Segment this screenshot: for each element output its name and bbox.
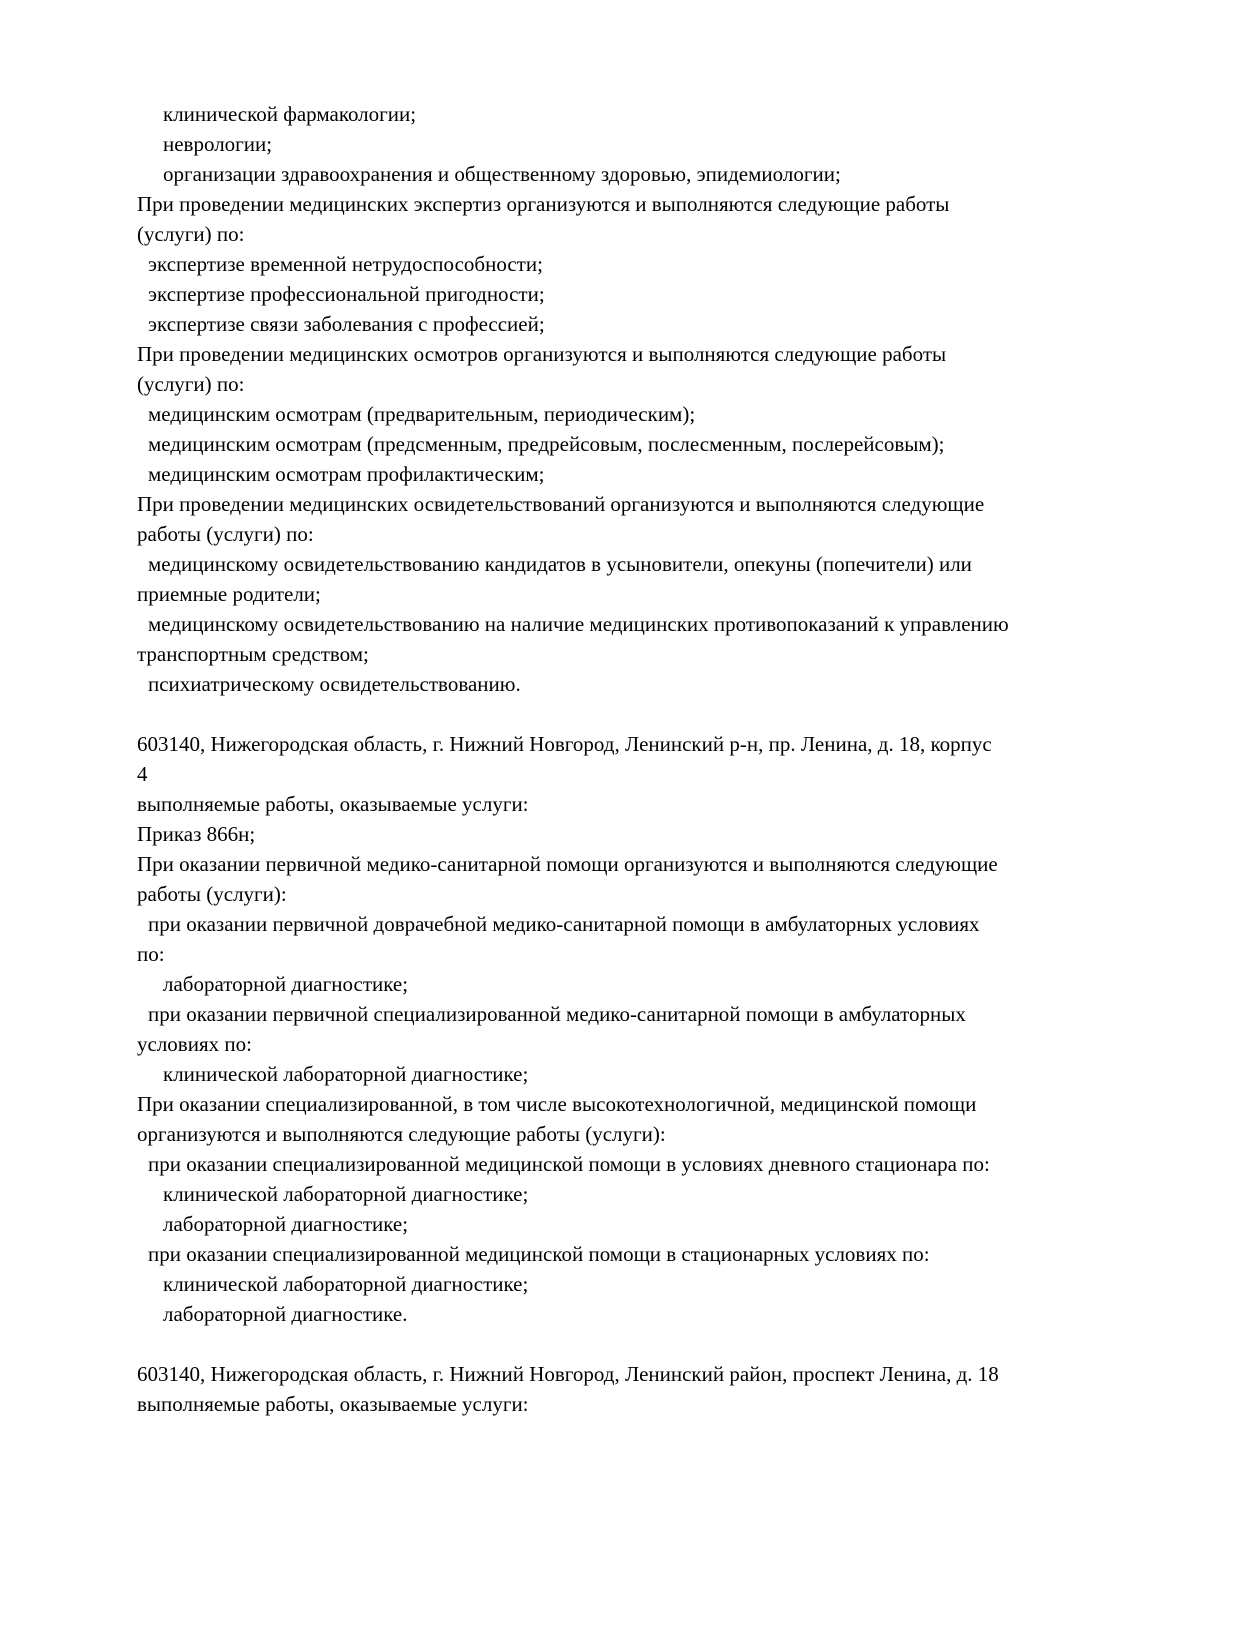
section-intro: (услуги) по: [137,222,245,246]
address: 4 [137,762,148,786]
section-intro: работы (услуги) по: [137,522,314,546]
service-item: условиях по: [137,1032,252,1056]
blank-line [137,699,1227,729]
works-services-label: выполняемые работы, оказываемые услуги: [137,1392,529,1416]
service-subitem: клинической лабораторной диагностике; [163,1062,529,1086]
section-intro: работы (услуги): [137,882,287,906]
service-item: при оказании первичной доврачебной медико-санитарной помощи в амбулаторных условиях [148,912,980,936]
service-subitem: лабораторной диагностике; [163,1212,409,1236]
order-reference: Приказ 866н; [137,822,256,846]
service-subitem: клинической лабораторной диагностике; [163,1272,529,1296]
service-item: по: [137,942,165,966]
service-subitem: лабораторной диагностике; [163,972,409,996]
service-item: при оказании первичной специализированной медико-санитарной помощи в амбулаторных [148,1002,966,1026]
expertise-item: экспертизе временной нетрудоспособности; [148,252,543,276]
section-intro: При проведении медицинских освидетельствований организуются и выполняются следующие [137,492,985,516]
address: 603140, Нижегородская область, г. Нижний Новгород, Ленинский р-н, пр. Ленина, д. 18, корпус [137,732,992,756]
certification-item: психиатрическому освидетельствованию. [148,672,521,696]
works-services-label: выполняемые работы, оказываемые услуги: [137,792,529,816]
section-intro: организуются и выполняются следующие работы (услуги): [137,1122,666,1146]
service-item: при оказании специализированной медицинской помощи в стационарных условиях по: [148,1242,930,1266]
section-intro: При оказании первичной медико-санитарной помощи организуются и выполняются следующие [137,852,998,876]
license-text [137,99,1227,1419]
certification-item: транспортным средством; [137,642,369,666]
section-intro: При оказании специализированной, в том числе высокотехнологичной, медицинской помощи [137,1092,977,1116]
service-item: при оказании специализированной медицинской помощи в условиях дневного стационара по: [148,1152,990,1176]
specialty-item: неврологии; [163,132,273,156]
exam-item: медицинским осмотрам (предсменным, предрейсовым, послесменным, послерейсовым); [148,432,945,456]
certification-item: приемные родители; [137,582,321,606]
exam-item: медицинским осмотрам (предварительным, периодическим); [148,402,696,426]
section-intro: При проведении медицинских экспертиз организуются и выполняются следующие работы [137,192,950,216]
service-subitem: лабораторной диагностике. [163,1302,408,1326]
expertise-item: экспертизе связи заболевания с профессией; [148,312,545,336]
section-intro: При проведении медицинских осмотров организуются и выполняются следующие работы [137,342,947,366]
address: 603140, Нижегородская область, г. Нижний Новгород, Ленинский район, проспект Ленина, д. 18 [137,1362,999,1386]
section-intro: (услуги) по: [137,372,245,396]
blank-line [137,1329,1227,1359]
specialty-item: организации здравоохранения и общественному здоровью, эпидемиологии; [163,162,841,186]
specialty-item: клинической фармакологии; [163,102,417,126]
exam-item: медицинским осмотрам профилактическим; [148,462,545,486]
service-subitem: клинической лабораторной диагностике; [163,1182,529,1206]
certification-item: медицинскому освидетельствованию на наличие медицинских противопоказаний к управлению [148,612,1009,636]
expertise-item: экспертизе профессиональной пригодности; [148,282,545,306]
certification-item: медицинскому освидетельствованию кандидатов в усыновители, опекуны (попечители) или [148,552,972,576]
